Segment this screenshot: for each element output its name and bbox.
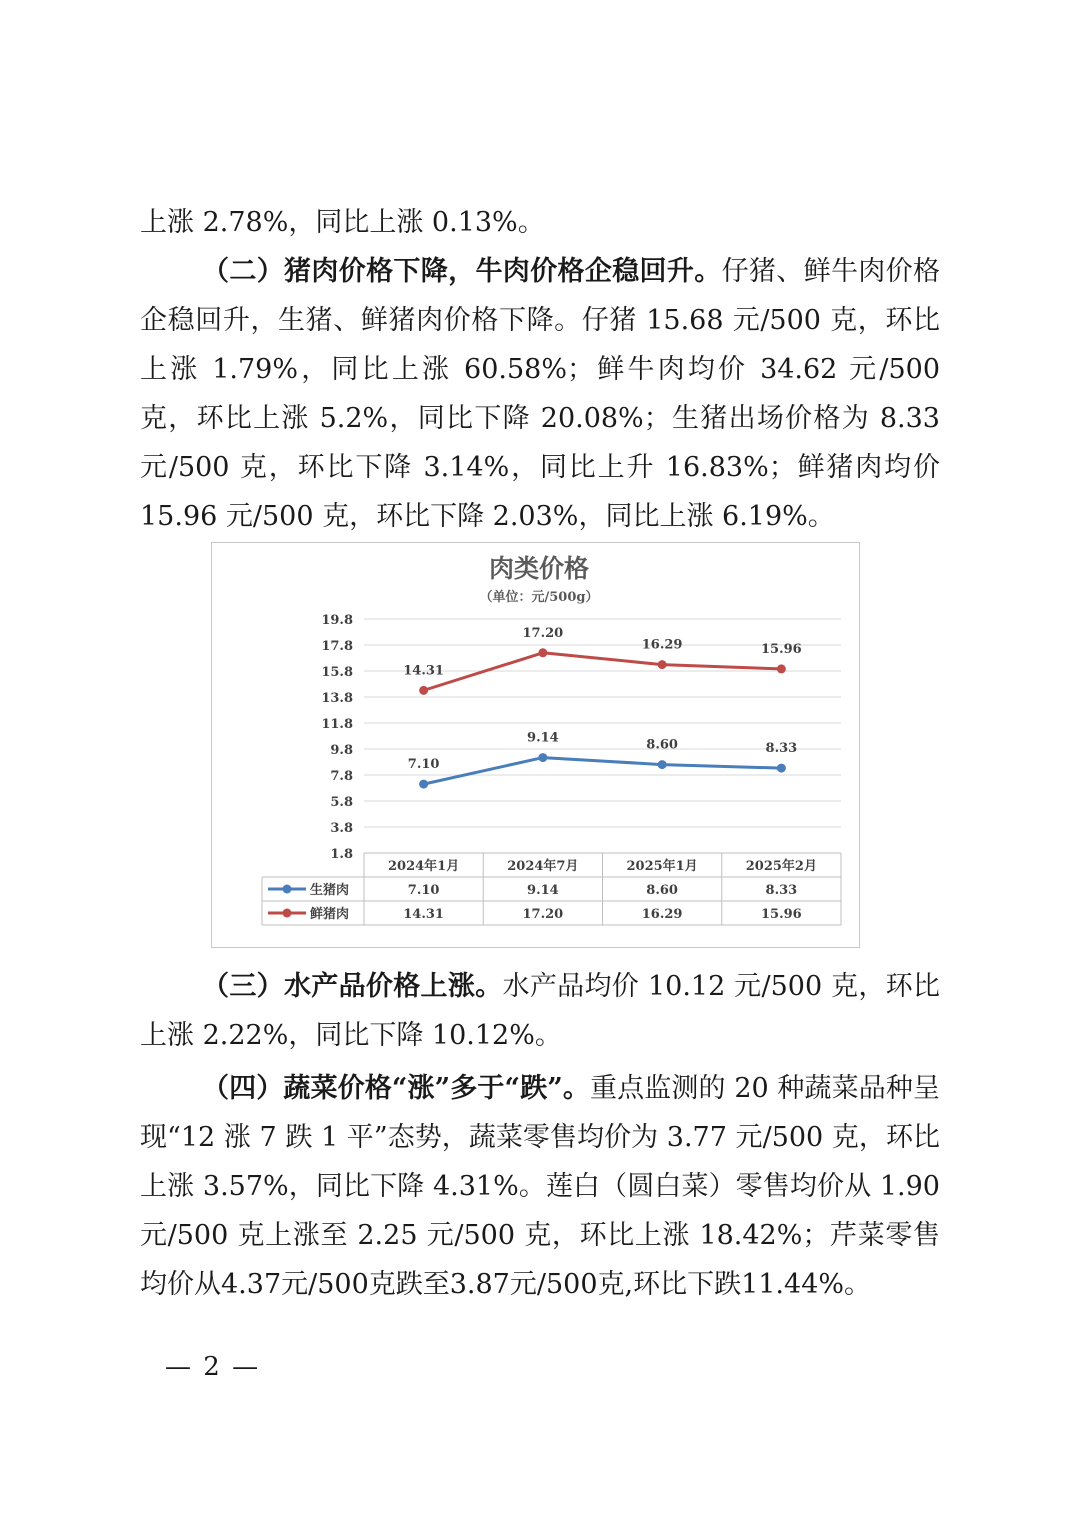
x-category-label: 2025年2月 — [745, 859, 817, 874]
y-tick-label: 11.8 — [321, 717, 353, 732]
section-2-heading: （二）猪肉价格下降，牛肉价格企稳回升。 — [202, 256, 722, 287]
series-line-1 — [424, 758, 782, 785]
chart-canvas — [212, 543, 859, 947]
data-label: 7.10 — [407, 757, 440, 773]
chart-title: 肉类价格 — [488, 554, 590, 583]
data-label: 8.33 — [765, 741, 798, 757]
section-2-body: 仔猪、鲜牛肉价格企稳回升，生猪、鲜猪肉价格下降。仔猪 15.68 元/500 克，环比上涨 1.79%，同比上涨 60.58%；鲜牛肉均价 34.62 元/500 克，环比上涨 5.2%，同比下降 20.08%；生猪出场价格为 8.33 元/500 克，环比下降 3.14%，同比上升 16.83%；鲜猪肉均价 15.96 元/500 克，环比下降 2.03%，同比上涨 6.19%。 — [140, 256, 941, 532]
x-category-label: 2024年1月 — [388, 859, 460, 874]
data-point — [419, 780, 428, 789]
y-tick-label: 5.8 — [330, 795, 353, 810]
data-point — [419, 686, 428, 695]
chart-subtitle: （单位：元/500g） — [479, 590, 599, 605]
legend-marker-2 — [283, 909, 292, 918]
section-4-body: 重点监测的 20 种蔬菜品种呈现“12 涨 7 跌 1 平”态势，蔬菜零售均价为 3.77 元/500 克，环比上涨 3.57%，同比下降 4.31%。莲白（圆白菜）零售均价从 1.90 元/500 克上涨至 2.25 元/500 克，环比上涨 18.42%；芹菜零售均价从4.37元/500克跌至3.87元/500克,环比下跌11.44%。 — [140, 1073, 940, 1300]
y-tick-label: 13.8 — [321, 691, 353, 706]
table-cell: 9.14 — [527, 883, 559, 898]
section-3-heading: （三）水产品价格上涨。 — [202, 971, 503, 1002]
y-tick-label: 17.8 — [321, 639, 353, 654]
data-point — [777, 664, 786, 673]
y-tick-label: 1.8 — [330, 847, 353, 862]
paragraph-3 — [140, 962, 940, 1060]
table-cell: 7.10 — [407, 883, 440, 898]
table-cell: 15.96 — [761, 907, 802, 922]
data-label: 16.29 — [641, 637, 683, 653]
table-cell: 17.20 — [522, 907, 564, 922]
y-tick-label: 19.8 — [321, 613, 353, 628]
table-cell: 14.31 — [403, 907, 444, 922]
paragraph-1: 上涨 2.78%，同比上涨 0.13%。 — [140, 207, 545, 238]
data-point — [777, 764, 786, 773]
table-cell: 8.60 — [646, 883, 678, 898]
table-cell: 16.29 — [641, 907, 683, 922]
data-point — [658, 760, 667, 769]
data-point — [538, 753, 547, 762]
paragraph-2 — [140, 247, 940, 541]
legend-label: 鲜猪肉 — [310, 907, 350, 922]
y-tick-label: 3.8 — [330, 821, 353, 836]
x-category-label: 2025年1月 — [626, 859, 698, 874]
data-label: 17.20 — [522, 625, 564, 641]
meat-price-chart — [211, 542, 860, 948]
paragraph-4 — [140, 1064, 940, 1309]
y-tick-label: 15.8 — [321, 665, 353, 680]
legend-label: 生猪肉 — [310, 883, 350, 898]
data-label: 9.14 — [527, 730, 559, 746]
data-point — [538, 648, 547, 657]
y-tick-label: 7.8 — [330, 769, 353, 784]
section-3-body: 水产品均价 10.12 元/500 克，环比上涨 2.22%，同比下降 10.12%。 — [140, 971, 940, 1051]
data-label: 14.31 — [403, 663, 444, 679]
page-number: — 2 — — [165, 1352, 261, 1382]
section-4-heading: （四）蔬菜价格“涨”多于“跌”。 — [202, 1073, 591, 1104]
x-category-label: 2024年7月 — [507, 859, 579, 874]
data-label: 8.60 — [646, 737, 678, 753]
legend-marker-1 — [283, 885, 292, 894]
series-line-2 — [424, 653, 782, 691]
table-cell: 8.33 — [765, 883, 798, 898]
data-point — [658, 660, 667, 669]
y-tick-label: 9.8 — [330, 743, 353, 758]
data-label: 15.96 — [761, 641, 802, 657]
